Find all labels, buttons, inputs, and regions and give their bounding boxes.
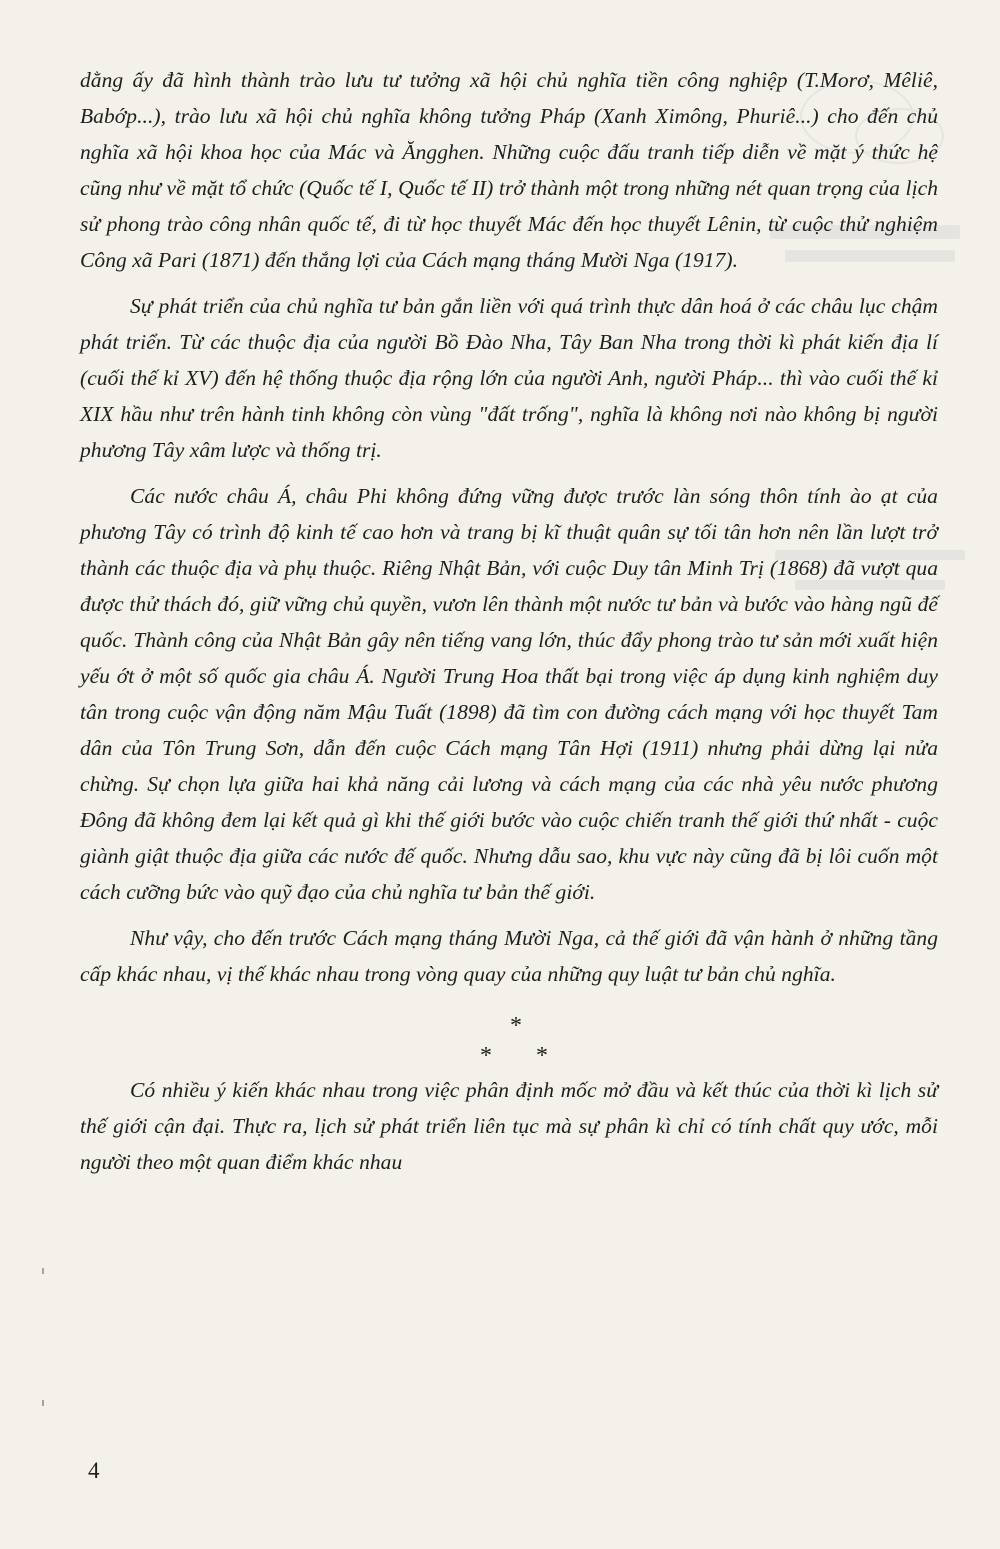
separator-star: *	[536, 1043, 549, 1069]
page-mark	[42, 1400, 44, 1406]
paragraph: Có nhiều ý kiến khác nhau trong việc phân định mốc mở đầu và kết thúc của thời kì lịch sử thế giới cận đại. Thực ra, lịch sử phát triển liên tục mà sự phân kì chỉ có tính chất quy ước, mỗi người theo một quan điểm khác nhau	[80, 1078, 938, 1174]
page-number: 4	[88, 1458, 100, 1483]
paragraph: Các nước châu Á, châu Phi không đứng vững được trước làn sóng thôn tính ào ạt của phương Tây có trình độ kinh tế cao hơn và trang bị kĩ thuật quân sự tối tân hơn nên lần lượt trở thành các thuộc địa và phụ thuộc. Riêng Nhật Bản, với cuộc Duy tân Minh Trị (1868) đã vượt qua được thử thách đó, giữ vững chủ quyền, vươn lên thành một nước tư bản và bước vào hàng ngũ đế quốc. Thành công của Nhật Bản gây nên tiếng vang lớn, thúc đẩy phong trào tư sản mới xuất hiện yếu ớt ở một số quốc gia châu Á. Người Trung Hoa thất bại trong việc áp dụng kinh nghiệm duy tân trong cuộc vận động năm Mậu Tuất (1898) đã tìm con đường cách mạng với học thuyết Tam dân của Tôn Trung Sơn, dẫn đến cuộc Cách mạng Tân Hợi (1911) nhưng phải dừng lại nửa chừng. Sự chọn lựa giữa hai khả năng cải lương và cách mạng của các nhà yêu nước phương Đông đã không đem lại kết quả gì khi thế giới bước vào cuộc chiến tranh thế giới thứ nhất - cuộc giành giật thuộc địa giữa các nước đế quốc. Nhưng dẫu sao, khu vực này cũng đã bị lôi cuốn một cách cưỡng bức vào quỹ đạo của chủ nghĩa tư bản thế giới.	[80, 484, 938, 904]
paragraph: Sự phát triển của chủ nghĩa tư bản gắn liền với quá trình thực dân hoá ở các châu lục chậm phát triển. Từ các thuộc địa của người Bồ Đào Nha, Tây Ban Nha trong thời kì phát kiến địa lí (cuối thế kỉ XV) đến hệ thống thuộc địa rộng lớn của người Anh, người Pháp... thì vào cuối thế kỉ XIX hầu như trên hành tinh không còn vùng "đất trống", nghĩa là không nơi nào không bị người phương Tây xâm lược và thống trị.	[80, 294, 938, 462]
paragraph: Như vậy, cho đến trước Cách mạng tháng Mười Nga, cả thế giới đã vận hành ở những tầng cấp khác nhau, vị thế khác nhau trong vòng quay của những quy luật tư bản chủ nghĩa.	[80, 926, 938, 986]
paragraph-continuation: dằng ấy đã hình thành trào lưu tư tưởng xã hội chủ nghĩa tiền công nghiệp (T.Morơ, Mêliê, Babớp...), trào lưu xã hội chủ nghĩa không tưởng Pháp (Xanh Ximông, Phuriê...) cho đến chủ nghĩa xã hội khoa học của Mác và Ăngghen. Những cuộc đấu tranh tiếp diễn về mặt ý thức hệ cũng như về mặt tổ chức (Quốc tế I, Quốc tế II) trở thành một trong những nét quan trọng của lịch sử phong trào công nhân quốc tế, đi từ học thuyết Mác đến học thuyết Lênin, từ cuộc thử nghiệm Công xã Pari (1871) đến thắng lợi của Cách mạng tháng Mười Nga (1917).	[80, 68, 938, 272]
body-text	[80, 62, 938, 1190]
separator-star: *	[480, 1043, 493, 1069]
section-separator	[80, 1002, 938, 1072]
separator-star: *	[510, 1013, 523, 1039]
page-mark	[42, 1268, 44, 1274]
